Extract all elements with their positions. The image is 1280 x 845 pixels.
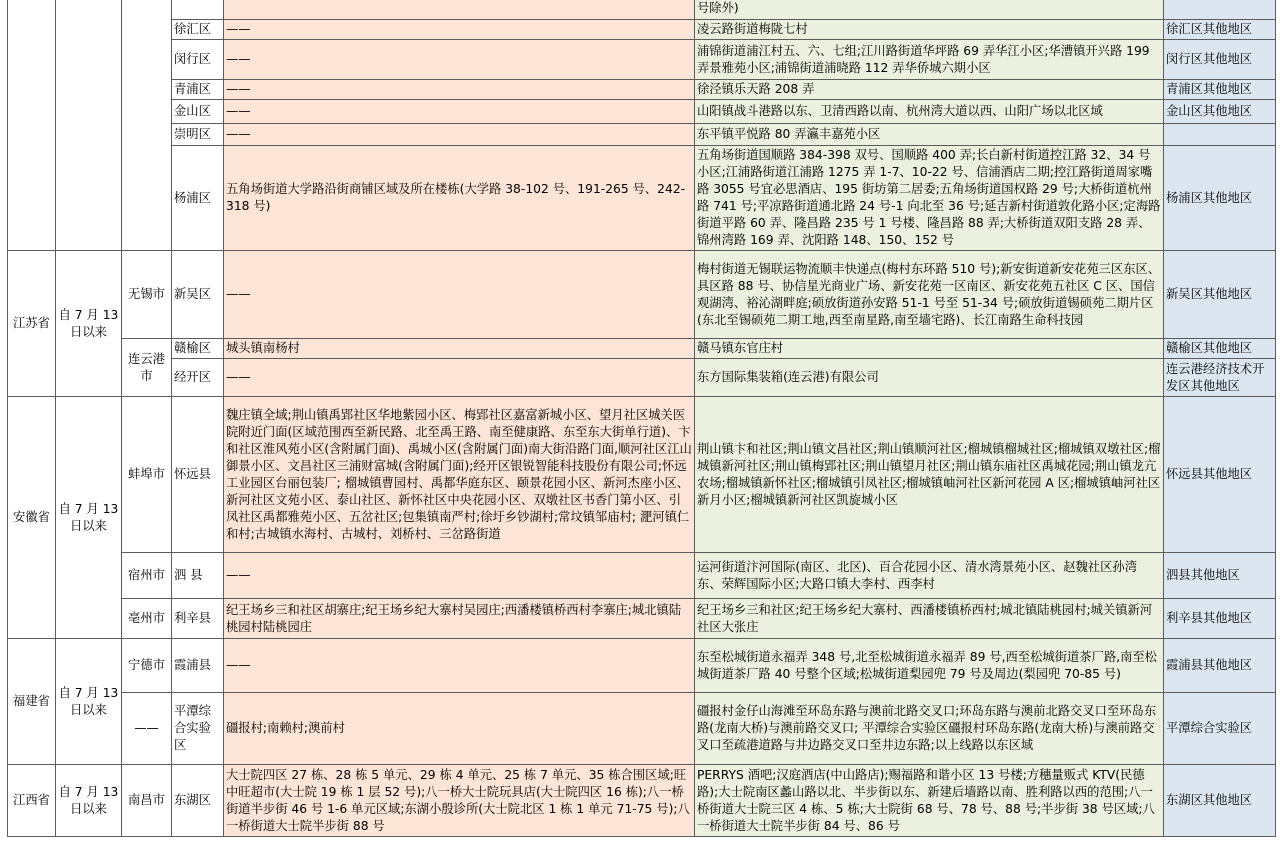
- low-risk-cell: 连云港经济技术开发区其他地区: [1164, 359, 1276, 397]
- medium-risk-cell: 纪王场乡三和社区;纪王场乡纪大寨村、西潘楼镇桥西村;城北镇陆桃园村;城关镇新河社区大张庄: [695, 599, 1164, 639]
- high-risk-cell: ——: [224, 639, 695, 693]
- since-cell: 自 7 月 13 日以来: [56, 639, 122, 765]
- district-cell: 东湖区: [172, 765, 224, 837]
- since-cell: 自 7 月 13 日以来: [56, 251, 122, 397]
- high-risk-cell: ——: [224, 40, 695, 80]
- city-cell: 无锡市: [122, 251, 172, 339]
- high-risk-cell: 礓报村;南赖村;澳前村: [224, 693, 695, 765]
- table-row: [8, 693, 1276, 765]
- medium-risk-cell: 梅村街道无锡联运物流顺丰快递点(梅村东环路 510 号);新安街道新安花苑三区东区、具区路 88 号、协信星光商业广场、新安花苑一区南区、新安花苑五社区 C 区、国信观湖湾、裕沁湖畔庭;硕放街道孙安路 51-1 号至 51-34 号;硕放街道锡硕苑二期片区(东北至锡硕苑二期工地,西至南星路,南至墙宅路)、长江南路生命科技园: [695, 251, 1164, 339]
- table-row: [8, 124, 1276, 146]
- low-risk-cell: 平潭综合实验区: [1164, 693, 1276, 765]
- low-risk-cell: [1164, 0, 1276, 20]
- medium-risk-cell: 山阳镇战斗港路以东、卫清西路以南、杭州湾大道以西、山阳广场以北区域: [695, 100, 1164, 124]
- medium-risk-cell: 徐泾镇乐天路 208 弄: [695, 80, 1164, 100]
- city-cell: [122, 0, 172, 251]
- high-risk-cell: ——: [224, 251, 695, 339]
- high-risk-cell: 纪王场乡三和社区胡寨庄;纪王场乡纪大寨村吴园庄;西潘楼镇桥西村李寨庄;城北镇陆桃园村陆桃园庄: [224, 599, 695, 639]
- medium-risk-cell: 东至松城街道永福弄 348 号,北至松城街道永福弄 89 号,西至松城街道茶厂路,南至松城街道茶厂路 40 号整个区域;松城街道梨园兜 79 号及周边(梨园兜 70-85 号): [695, 639, 1164, 693]
- low-risk-cell: 闵行区其他地区: [1164, 40, 1276, 80]
- table-row: [8, 20, 1276, 40]
- table-row: [8, 397, 1276, 553]
- district-cell: 利辛县: [172, 599, 224, 639]
- low-risk-cell: [1164, 124, 1276, 146]
- district-cell: 杨浦区: [172, 146, 224, 251]
- high-risk-cell: 大士院四区 27 栋、28 栋 5 单元、29 栋 4 单元、25 栋 7 单元、35 栋合围区域;旺中旺超市(大士院 19 栋 1 层 52 号);八一桥大士院玩具店(大士院四区 16 栋);八一桥街道半步街 46 号 1-6 单元区域;东湖小殷诊所(大士院北区 1 栋 1 单元 71-75 号);八一桥街道大士院半步街 88 号: [224, 765, 695, 837]
- since-cell: 自 7 月 13 日以来: [56, 397, 122, 639]
- table-row: [8, 599, 1276, 639]
- high-risk-cell: 五角场街道大学路沿街商铺区域及所在楼栋(大学路 38-102 号、191-265 号、242-318 号): [224, 146, 695, 251]
- table-row: [8, 0, 1276, 20]
- district-cell: 赣榆区: [172, 339, 224, 359]
- province-cell: 安徽省: [8, 397, 56, 639]
- since-cell: [56, 0, 122, 251]
- medium-risk-cell: 凌云路街道梅陇七村: [695, 20, 1164, 40]
- district-cell: 经开区: [172, 359, 224, 397]
- table-row: [8, 339, 1276, 359]
- medium-risk-cell: PERRYS 酒吧;汉庭酒店(中山路店);赐福路和谐小区 13 号楼;方穗量贩式 KTV(民德路);大士院南区蠡山路以北、半步街以东、新建后墙路以南、胜利路以西的范围;八一桥街道大士院三区 4 栋、5 栋;大士院街 68 号、78 号、88 号;半步街 38 号区域;八一桥街道大士院半步街 84 号、86 号: [695, 765, 1164, 837]
- high-risk-cell: ——: [224, 359, 695, 397]
- district-cell: 崇明区: [172, 124, 224, 146]
- province-cell: 江苏省: [8, 251, 56, 397]
- table-row: [8, 765, 1276, 837]
- low-risk-cell: 徐汇区其他地区: [1164, 20, 1276, 40]
- low-risk-cell: 金山区其他地区: [1164, 100, 1276, 124]
- low-risk-cell: 新吴区其他地区: [1164, 251, 1276, 339]
- medium-risk-cell: 赣马镇东官庄村: [695, 339, 1164, 359]
- city-cell: ——: [122, 693, 172, 765]
- medium-risk-cell: 五角场街道国顺路 384-398 双号、国顺路 400 弄;长白新村街道控江路 32、34 号小区;江浦路街道江浦路 1275 弄 1-7、10-22 号、信浦酒店二期;控江路街道周家嘴路 3055 号宜必思酒店、195 街坊第二居委;五角场街道国权路 29 号;大桥街道杭州路 741 号;平凉路街道通北路 24 号-1 向北至 36 号;延吉新村街道敦化路小区;定海路街道平路 60 弄、隆昌路 235 号 1 号楼、隆昌路 88 弄;大桥街道双阳支路 28 弄、锦州湾路 169 弄、沈阳路 148、150、152 号: [695, 146, 1164, 251]
- table-row: [8, 100, 1276, 124]
- high-risk-cell: [224, 0, 695, 20]
- medium-risk-cell: 东平镇平悦路 80 弄瀛丰嘉苑小区: [695, 124, 1164, 146]
- city-cell: 南昌市: [122, 765, 172, 837]
- city-cell: 宁德市: [122, 639, 172, 693]
- table-row: [8, 251, 1276, 339]
- city-cell: 亳州市: [122, 599, 172, 639]
- table-row: [8, 553, 1276, 599]
- district-cell: 霞浦县: [172, 639, 224, 693]
- high-risk-cell: ——: [224, 553, 695, 599]
- district-cell: [172, 0, 224, 20]
- table-row: [8, 80, 1276, 100]
- table-row: [8, 40, 1276, 80]
- table-row: [8, 359, 1276, 397]
- medium-risk-cell: 礓报村金仔山海滩至环岛东路与澳前北路交叉口;环岛东路与澳前北路交叉口至环岛东路(龙南大桥)与澳前路交叉口; 平潭综合实验区礓报村环岛东路(龙南大桥)与澳前路交叉口至疏港道路与井边路交叉口至井边东路;以上线路以东区域: [695, 693, 1164, 765]
- low-risk-cell: 利辛县其他地区: [1164, 599, 1276, 639]
- medium-risk-cell: 荆山镇卞和社区;荆山镇文昌社区;荆山镇顺河社区;榴城镇榴城社区;榴城镇双墩社区;榴城镇新河社区;荆山镇梅郢社区;荆山镇望月社区;荆山镇东庙社区禹城花园;荆山镇龙亢农场;榴城镇新怀社区;榴城镇引凤社区;榴城镇岫河社区新河花园 A 区;榴城镇岫河社区新月小区;榴城镇新河社区凯旋城小区: [695, 397, 1164, 553]
- province-cell: 江西省: [8, 765, 56, 837]
- low-risk-cell: 青浦区其他地区: [1164, 80, 1276, 100]
- low-risk-cell: 赣榆区其他地区: [1164, 339, 1276, 359]
- table-row: [8, 146, 1276, 251]
- district-cell: 平潭综合实验区: [172, 693, 224, 765]
- province-cell: [8, 0, 56, 251]
- medium-risk-cell: 东方国际集装箱(连云港)有限公司: [695, 359, 1164, 397]
- city-cell: 连云港市: [122, 339, 172, 397]
- district-cell: 金山区: [172, 100, 224, 124]
- high-risk-cell: ——: [224, 80, 695, 100]
- low-risk-cell: 泗县其他地区: [1164, 553, 1276, 599]
- since-cell: 自 7 月 13 日以来: [56, 765, 122, 837]
- high-risk-cell: 魏庄镇全域;荆山镇禹郢社区华地紫园小区、梅郢社区嘉富新城小区、望月社区城关医院附近门面(区域范围西至新民路、北至禹王路、南至健康路、东至东大街单行道)、卞和社区淮风苑小区(含附属门面)、禹城小区(含附属门面)南大街沿路门面,顺河社区江山御景小区、文昌社区三浦财富城(含附属门面);经开区银锐智能科技股份有限公司;怀远工业园区台丽包装厂; 榴城镇曹园村、禹都华庭东区、颐景花园小区、新河杰座小区、新河社区文苑小区、泰山社区、新怀社区中央花园小区、双墩社区书香门第小区、引凤社区禹都雅苑小区、五岔社区;包集镇南严村;徐圩乡钞湖村;常坟镇邹庙村; 淝河镇仁和村;古城镇水海村、古城村、刘桥村、三岔路街道: [224, 397, 695, 553]
- medium-risk-cell: 号除外): [695, 0, 1164, 20]
- city-cell: 宿州市: [122, 553, 172, 599]
- medium-risk-cell: 浦锦街道浦江村五、六、七组;江川路街道华坪路 69 弄华江小区;华漕镇开兴路 199 弄景雅苑小区;浦锦街道浦晓路 112 弄华侨城六期小区: [695, 40, 1164, 80]
- high-risk-cell: ——: [224, 20, 695, 40]
- district-cell: 青浦区: [172, 80, 224, 100]
- low-risk-cell: 霞浦县其他地区: [1164, 639, 1276, 693]
- district-cell: 徐汇区: [172, 20, 224, 40]
- medium-risk-cell: 运河街道汴河国际(南区、北区)、百合花园小区、清水湾景苑小区、赵魏社区孙湾东、荣辉国际小区;大路口镇大李村、西李村: [695, 553, 1164, 599]
- city-cell: 蚌埠市: [122, 397, 172, 553]
- low-risk-cell: 杨浦区其他地区: [1164, 146, 1276, 251]
- table-row: [8, 639, 1276, 693]
- district-cell: 泗 县: [172, 553, 224, 599]
- province-cell: 福建省: [8, 639, 56, 765]
- low-risk-cell: 怀远县其他地区: [1164, 397, 1276, 553]
- low-risk-cell: 东湖区其他地区: [1164, 765, 1276, 837]
- high-risk-cell: ——: [224, 100, 695, 124]
- risk-area-table: [7, 0, 1276, 837]
- district-cell: 闵行区: [172, 40, 224, 80]
- district-cell: 新吴区: [172, 251, 224, 339]
- district-cell: 怀远县: [172, 397, 224, 553]
- high-risk-cell: 城头镇南杨村: [224, 339, 695, 359]
- high-risk-cell: ——: [224, 124, 695, 146]
